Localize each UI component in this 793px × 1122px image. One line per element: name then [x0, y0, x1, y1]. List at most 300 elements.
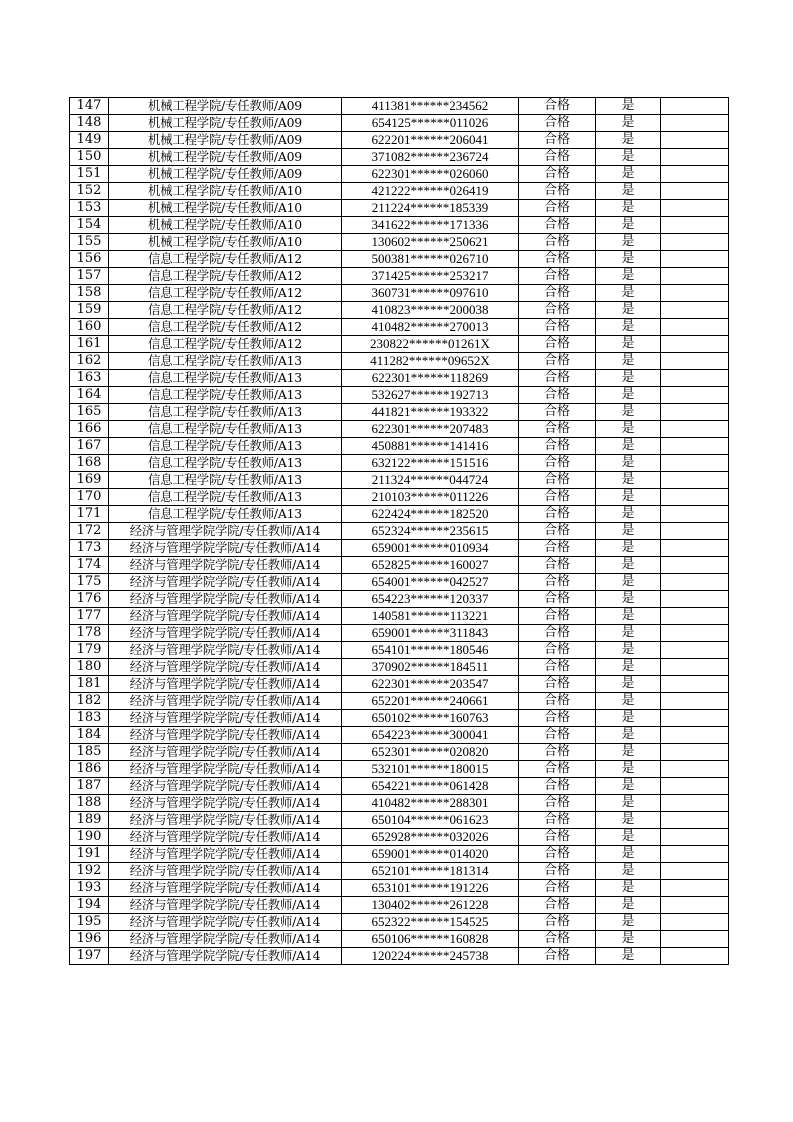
- row-number: 194: [70, 897, 109, 914]
- result-status: 合格: [519, 251, 596, 268]
- id-number: 371425******253217: [342, 268, 519, 285]
- flag-value: 是: [596, 676, 661, 693]
- id-number: 411282******09652X: [342, 353, 519, 370]
- result-status: 合格: [519, 778, 596, 795]
- result-status: 合格: [519, 455, 596, 472]
- flag-value: 是: [596, 234, 661, 251]
- note-cell: [661, 98, 729, 115]
- flag-value: 是: [596, 438, 661, 455]
- note-cell: [661, 540, 729, 557]
- row-number: 161: [70, 336, 109, 353]
- id-number: 210103******011226: [342, 489, 519, 506]
- flag-value: 是: [596, 251, 661, 268]
- unit-position: 经济与管理学院学院/专任教师/A14: [109, 863, 342, 880]
- flag-value: 是: [596, 217, 661, 234]
- result-status: 合格: [519, 540, 596, 557]
- result-status: 合格: [519, 217, 596, 234]
- table-row: [70, 829, 729, 846]
- unit-position: 机械工程学院/专任教师/A09: [109, 149, 342, 166]
- id-number: 370902******184511: [342, 659, 519, 676]
- result-status: 合格: [519, 472, 596, 489]
- note-cell: [661, 880, 729, 897]
- table-row: [70, 455, 729, 472]
- table-row: [70, 523, 729, 540]
- id-number: 654221******061428: [342, 778, 519, 795]
- result-status: 合格: [519, 268, 596, 285]
- row-number: 150: [70, 149, 109, 166]
- table-row: [70, 574, 729, 591]
- unit-position: 经济与管理学院学院/专任教师/A14: [109, 795, 342, 812]
- note-cell: [661, 710, 729, 727]
- unit-position: 机械工程学院/专任教师/A10: [109, 234, 342, 251]
- result-status: 合格: [519, 149, 596, 166]
- id-number: 410482******270013: [342, 319, 519, 336]
- flag-value: 是: [596, 693, 661, 710]
- table-row: [70, 846, 729, 863]
- row-number: 182: [70, 693, 109, 710]
- row-number: 155: [70, 234, 109, 251]
- id-number: 652101******181314: [342, 863, 519, 880]
- table-row: [70, 744, 729, 761]
- result-status: 合格: [519, 727, 596, 744]
- result-status: 合格: [519, 98, 596, 115]
- flag-value: 是: [596, 370, 661, 387]
- unit-position: 经济与管理学院学院/专任教师/A14: [109, 761, 342, 778]
- row-number: 183: [70, 710, 109, 727]
- unit-position: 经济与管理学院学院/专任教师/A14: [109, 591, 342, 608]
- result-status: 合格: [519, 353, 596, 370]
- unit-position: 信息工程学院/专任教师/A13: [109, 472, 342, 489]
- row-number: 169: [70, 472, 109, 489]
- result-status: 合格: [519, 829, 596, 846]
- table-row: [70, 727, 729, 744]
- note-cell: [661, 897, 729, 914]
- unit-position: 经济与管理学院学院/专任教师/A14: [109, 744, 342, 761]
- table-row: [70, 914, 729, 931]
- unit-position: 经济与管理学院学院/专任教师/A14: [109, 778, 342, 795]
- note-cell: [661, 574, 729, 591]
- result-status: 合格: [519, 574, 596, 591]
- id-number: 654125******011026: [342, 115, 519, 132]
- id-number: 652322******154525: [342, 914, 519, 931]
- flag-value: 是: [596, 795, 661, 812]
- unit-position: 信息工程学院/专任教师/A13: [109, 455, 342, 472]
- unit-position: 经济与管理学院学院/专任教师/A14: [109, 625, 342, 642]
- note-cell: [661, 489, 729, 506]
- row-number: 149: [70, 132, 109, 149]
- unit-position: 经济与管理学院学院/专任教师/A14: [109, 931, 342, 948]
- id-number: 500381******026710: [342, 251, 519, 268]
- row-number: 188: [70, 795, 109, 812]
- table-row: [70, 540, 729, 557]
- note-cell: [661, 829, 729, 846]
- table-row: [70, 608, 729, 625]
- id-number: 659001******014020: [342, 846, 519, 863]
- row-number: 187: [70, 778, 109, 795]
- id-number: 659001******311843: [342, 625, 519, 642]
- note-cell: [661, 931, 729, 948]
- note-cell: [661, 200, 729, 217]
- table-row: [70, 132, 729, 149]
- result-status: 合格: [519, 166, 596, 183]
- unit-position: 经济与管理学院学院/专任教师/A14: [109, 540, 342, 557]
- id-number: 230822******01261X: [342, 336, 519, 353]
- flag-value: 是: [596, 183, 661, 200]
- table-row: [70, 642, 729, 659]
- unit-position: 信息工程学院/专任教师/A12: [109, 251, 342, 268]
- id-number: 411381******234562: [342, 98, 519, 115]
- row-number: 191: [70, 846, 109, 863]
- id-number: 652928******032026: [342, 829, 519, 846]
- row-number: 165: [70, 404, 109, 421]
- result-status: 合格: [519, 404, 596, 421]
- flag-value: 是: [596, 591, 661, 608]
- id-number: 650102******160763: [342, 710, 519, 727]
- id-number: 140581******113221: [342, 608, 519, 625]
- result-status: 合格: [519, 285, 596, 302]
- table-row: [70, 115, 729, 132]
- result-status: 合格: [519, 795, 596, 812]
- result-status: 合格: [519, 506, 596, 523]
- note-cell: [661, 795, 729, 812]
- note-cell: [661, 812, 729, 829]
- flag-value: 是: [596, 897, 661, 914]
- result-status: 合格: [519, 591, 596, 608]
- row-number: 196: [70, 931, 109, 948]
- result-status: 合格: [519, 761, 596, 778]
- table-row: [70, 319, 729, 336]
- flag-value: 是: [596, 659, 661, 676]
- flag-value: 是: [596, 744, 661, 761]
- result-status: 合格: [519, 744, 596, 761]
- table-row: [70, 149, 729, 166]
- row-number: 195: [70, 914, 109, 931]
- flag-value: 是: [596, 710, 661, 727]
- table-row: [70, 285, 729, 302]
- note-cell: [661, 183, 729, 200]
- id-number: 421222******026419: [342, 183, 519, 200]
- table-row: [70, 710, 729, 727]
- unit-position: 信息工程学院/专任教师/A12: [109, 319, 342, 336]
- table-row: [70, 591, 729, 608]
- unit-position: 经济与管理学院学院/专任教师/A14: [109, 693, 342, 710]
- result-status: 合格: [519, 438, 596, 455]
- flag-value: 是: [596, 914, 661, 931]
- unit-position: 经济与管理学院学院/专任教师/A14: [109, 914, 342, 931]
- unit-position: 经济与管理学院学院/专任教师/A14: [109, 710, 342, 727]
- result-status: 合格: [519, 421, 596, 438]
- unit-position: 信息工程学院/专任教师/A13: [109, 404, 342, 421]
- result-status: 合格: [519, 659, 596, 676]
- table-row: [70, 200, 729, 217]
- flag-value: 是: [596, 421, 661, 438]
- result-status: 合格: [519, 625, 596, 642]
- row-number: 151: [70, 166, 109, 183]
- note-cell: [661, 506, 729, 523]
- note-cell: [661, 268, 729, 285]
- unit-position: 信息工程学院/专任教师/A13: [109, 506, 342, 523]
- flag-value: 是: [596, 455, 661, 472]
- flag-value: 是: [596, 625, 661, 642]
- flag-value: 是: [596, 285, 661, 302]
- result-status: 合格: [519, 914, 596, 931]
- result-status: 合格: [519, 710, 596, 727]
- row-number: 154: [70, 217, 109, 234]
- table-row: [70, 778, 729, 795]
- unit-position: 经济与管理学院学院/专任教师/A14: [109, 574, 342, 591]
- unit-position: 机械工程学院/专任教师/A10: [109, 217, 342, 234]
- flag-value: 是: [596, 302, 661, 319]
- table-row: [70, 234, 729, 251]
- row-number: 181: [70, 676, 109, 693]
- flag-value: 是: [596, 948, 661, 965]
- unit-position: 机械工程学院/专任教师/A09: [109, 166, 342, 183]
- unit-position: 经济与管理学院学院/专任教师/A14: [109, 523, 342, 540]
- flag-value: 是: [596, 829, 661, 846]
- id-number: 532101******180015: [342, 761, 519, 778]
- note-cell: [661, 727, 729, 744]
- id-number: 532627******192713: [342, 387, 519, 404]
- note-cell: [661, 421, 729, 438]
- row-number: 168: [70, 455, 109, 472]
- table-row: [70, 217, 729, 234]
- table-row: [70, 506, 729, 523]
- table-row: [70, 98, 729, 115]
- note-cell: [661, 523, 729, 540]
- id-number: 211224******185339: [342, 200, 519, 217]
- result-status: 合格: [519, 132, 596, 149]
- flag-value: 是: [596, 880, 661, 897]
- table-row: [70, 693, 729, 710]
- note-cell: [661, 625, 729, 642]
- unit-position: 经济与管理学院学院/专任教师/A14: [109, 846, 342, 863]
- flag-value: 是: [596, 268, 661, 285]
- row-number: 173: [70, 540, 109, 557]
- unit-position: 信息工程学院/专任教师/A12: [109, 285, 342, 302]
- table-row: [70, 625, 729, 642]
- table-row: [70, 489, 729, 506]
- note-cell: [661, 744, 729, 761]
- id-number: 211324******044724: [342, 472, 519, 489]
- note-cell: [661, 863, 729, 880]
- table-row: [70, 268, 729, 285]
- row-number: 172: [70, 523, 109, 540]
- row-number: 166: [70, 421, 109, 438]
- unit-position: 信息工程学院/专任教师/A13: [109, 387, 342, 404]
- flag-value: 是: [596, 812, 661, 829]
- note-cell: [661, 846, 729, 863]
- unit-position: 信息工程学院/专任教师/A13: [109, 421, 342, 438]
- row-number: 162: [70, 353, 109, 370]
- unit-position: 信息工程学院/专任教师/A13: [109, 438, 342, 455]
- unit-position: 经济与管理学院学院/专任教师/A14: [109, 608, 342, 625]
- note-cell: [661, 336, 729, 353]
- unit-position: 机械工程学院/专任教师/A10: [109, 200, 342, 217]
- note-cell: [661, 438, 729, 455]
- result-status: 合格: [519, 880, 596, 897]
- flag-value: 是: [596, 931, 661, 948]
- row-number: 159: [70, 302, 109, 319]
- result-status: 合格: [519, 523, 596, 540]
- note-cell: [661, 302, 729, 319]
- id-number: 659001******010934: [342, 540, 519, 557]
- note-cell: [661, 591, 729, 608]
- result-status: 合格: [519, 115, 596, 132]
- row-number: 180: [70, 659, 109, 676]
- table-row: [70, 659, 729, 676]
- note-cell: [661, 693, 729, 710]
- note-cell: [661, 761, 729, 778]
- row-number: 190: [70, 829, 109, 846]
- id-number: 652201******240661: [342, 693, 519, 710]
- table-row: [70, 931, 729, 948]
- table-row: [70, 795, 729, 812]
- note-cell: [661, 914, 729, 931]
- flag-value: 是: [596, 336, 661, 353]
- note-cell: [661, 115, 729, 132]
- row-number: 192: [70, 863, 109, 880]
- unit-position: 经济与管理学院学院/专任教师/A14: [109, 812, 342, 829]
- row-number: 157: [70, 268, 109, 285]
- table-row: [70, 557, 729, 574]
- row-number: 147: [70, 98, 109, 115]
- flag-value: 是: [596, 778, 661, 795]
- row-number: 152: [70, 183, 109, 200]
- result-status: 合格: [519, 693, 596, 710]
- result-status: 合格: [519, 557, 596, 574]
- note-cell: [661, 132, 729, 149]
- id-number: 654223******300041: [342, 727, 519, 744]
- flag-value: 是: [596, 387, 661, 404]
- unit-position: 机械工程学院/专任教师/A09: [109, 132, 342, 149]
- unit-position: 经济与管理学院学院/专任教师/A14: [109, 948, 342, 965]
- note-cell: [661, 166, 729, 183]
- row-number: 163: [70, 370, 109, 387]
- row-number: 185: [70, 744, 109, 761]
- result-status: 合格: [519, 183, 596, 200]
- flag-value: 是: [596, 353, 661, 370]
- row-number: 178: [70, 625, 109, 642]
- unit-position: 信息工程学院/专任教师/A13: [109, 489, 342, 506]
- id-number: 622301******203547: [342, 676, 519, 693]
- flag-value: 是: [596, 557, 661, 574]
- note-cell: [661, 557, 729, 574]
- row-number: 167: [70, 438, 109, 455]
- note-cell: [661, 608, 729, 625]
- id-number: 654223******120337: [342, 591, 519, 608]
- table-row: [70, 251, 729, 268]
- row-number: 175: [70, 574, 109, 591]
- unit-position: 信息工程学院/专任教师/A13: [109, 353, 342, 370]
- table-row: [70, 404, 729, 421]
- id-number: 632122******151516: [342, 455, 519, 472]
- result-status: 合格: [519, 676, 596, 693]
- id-number: 652825******160027: [342, 557, 519, 574]
- table-row: [70, 880, 729, 897]
- result-status: 合格: [519, 897, 596, 914]
- row-number: 179: [70, 642, 109, 659]
- note-cell: [661, 404, 729, 421]
- result-status: 合格: [519, 302, 596, 319]
- result-status: 合格: [519, 200, 596, 217]
- id-number: 360731******097610: [342, 285, 519, 302]
- unit-position: 机械工程学院/专任教师/A09: [109, 98, 342, 115]
- flag-value: 是: [596, 132, 661, 149]
- row-number: 186: [70, 761, 109, 778]
- id-number: 410823******200038: [342, 302, 519, 319]
- id-number: 654001******042527: [342, 574, 519, 591]
- result-status: 合格: [519, 370, 596, 387]
- note-cell: [661, 778, 729, 795]
- note-cell: [661, 353, 729, 370]
- table-row: [70, 302, 729, 319]
- table-row: [70, 387, 729, 404]
- table-row: [70, 863, 729, 880]
- result-status: 合格: [519, 846, 596, 863]
- flag-value: 是: [596, 863, 661, 880]
- result-status: 合格: [519, 863, 596, 880]
- row-number: 197: [70, 948, 109, 965]
- note-cell: [661, 285, 729, 302]
- flag-value: 是: [596, 523, 661, 540]
- table-row: [70, 897, 729, 914]
- id-number: 371082******236724: [342, 149, 519, 166]
- flag-value: 是: [596, 115, 661, 132]
- flag-value: 是: [596, 506, 661, 523]
- table-row: [70, 183, 729, 200]
- id-number: 622301******118269: [342, 370, 519, 387]
- note-cell: [661, 472, 729, 489]
- unit-position: 经济与管理学院学院/专任教师/A14: [109, 897, 342, 914]
- result-status: 合格: [519, 608, 596, 625]
- row-number: 193: [70, 880, 109, 897]
- note-cell: [661, 251, 729, 268]
- id-number: 652301******020820: [342, 744, 519, 761]
- flag-value: 是: [596, 608, 661, 625]
- flag-value: 是: [596, 404, 661, 421]
- row-number: 148: [70, 115, 109, 132]
- id-number: 650106******160828: [342, 931, 519, 948]
- flag-value: 是: [596, 472, 661, 489]
- unit-position: 信息工程学院/专任教师/A13: [109, 370, 342, 387]
- id-number: 130602******250621: [342, 234, 519, 251]
- note-cell: [661, 948, 729, 965]
- table-row: [70, 812, 729, 829]
- flag-value: 是: [596, 319, 661, 336]
- unit-position: 机械工程学院/专任教师/A09: [109, 115, 342, 132]
- result-status: 合格: [519, 948, 596, 965]
- row-number: 158: [70, 285, 109, 302]
- note-cell: [661, 370, 729, 387]
- result-status: 合格: [519, 319, 596, 336]
- flag-value: 是: [596, 166, 661, 183]
- table-row: [70, 472, 729, 489]
- flag-value: 是: [596, 149, 661, 166]
- unit-position: 机械工程学院/专任教师/A10: [109, 183, 342, 200]
- id-number: 130402******261228: [342, 897, 519, 914]
- note-cell: [661, 149, 729, 166]
- note-cell: [661, 319, 729, 336]
- table-row: [70, 166, 729, 183]
- flag-value: 是: [596, 846, 661, 863]
- id-number: 341622******171336: [342, 217, 519, 234]
- id-number: 654101******180546: [342, 642, 519, 659]
- row-number: 174: [70, 557, 109, 574]
- note-cell: [661, 234, 729, 251]
- note-cell: [661, 642, 729, 659]
- id-number: 653101******191226: [342, 880, 519, 897]
- table-row: [70, 676, 729, 693]
